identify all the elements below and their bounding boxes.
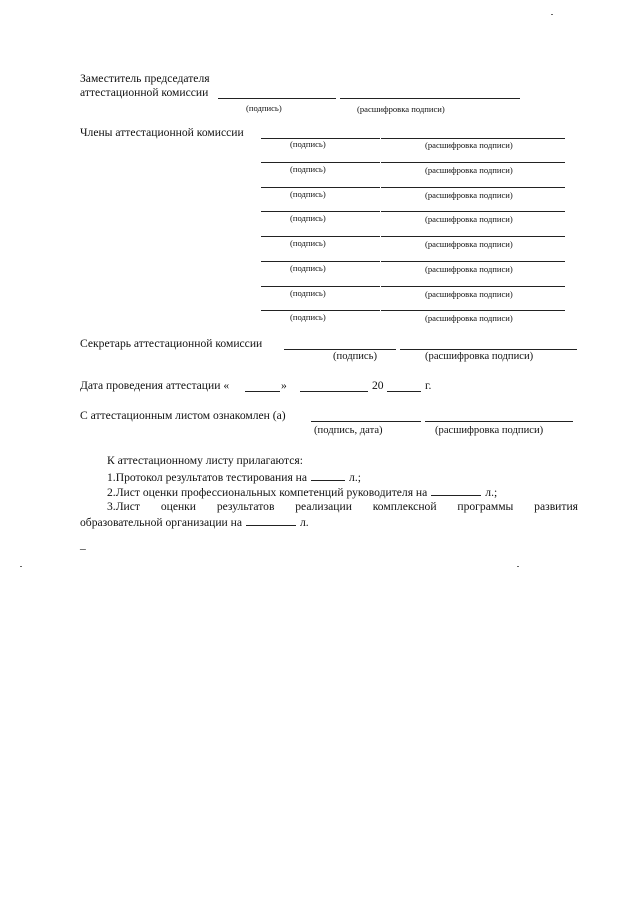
acquainted-decoding-caption: (расшифровка подписи) xyxy=(435,425,544,436)
attachment-item-2-text: 2.Лист оценки профессиональных компетенций руководителя на xyxy=(107,486,428,499)
attachment-item-1 xyxy=(107,470,361,484)
members-label: Члены аттестационной комиссии xyxy=(80,126,244,139)
member-signature-caption: (подпись) xyxy=(290,312,326,322)
attachment-item-3-line1 xyxy=(80,500,578,513)
member-decoding-caption: (расшифровка подписи) xyxy=(425,140,513,150)
scan-speck xyxy=(551,14,553,15)
member-decoding-caption: (расшифровка подписи) xyxy=(425,165,513,175)
acquainted-signature-caption: (подпись, дата) xyxy=(314,425,383,436)
member-signature-line xyxy=(261,261,380,262)
scan-speck xyxy=(517,566,519,567)
secretary-signature-line xyxy=(284,349,396,350)
attachment-item-1-text: 1.Протокол результатов тестирования на xyxy=(107,471,308,484)
attachment-item-3-word: реализации xyxy=(295,500,352,513)
member-decoding-line xyxy=(381,236,565,237)
member-signature-line xyxy=(261,187,380,188)
footer-mark: _ xyxy=(80,538,86,551)
acquainted-signature-line xyxy=(311,421,421,422)
member-signature-line xyxy=(261,162,380,163)
attachment-item-3-blank xyxy=(246,515,296,526)
member-signature-caption: (подпись) xyxy=(290,213,326,223)
member-decoding-line xyxy=(381,162,565,163)
member-decoding-line xyxy=(381,211,565,212)
attachment-item-1-unit: л.; xyxy=(349,471,361,484)
attachment-item-3-word: комплексной xyxy=(372,500,437,513)
member-decoding-line xyxy=(381,187,565,188)
member-signature-caption: (подпись) xyxy=(290,288,326,298)
member-decoding-caption: (расшифровка подписи) xyxy=(425,289,513,299)
deputy-decoding-line xyxy=(340,98,520,99)
member-signature-line xyxy=(261,211,380,212)
member-signature-caption: (подпись) xyxy=(290,263,326,273)
date-year-prefix: 20 xyxy=(372,379,384,392)
attachment-item-3-word: оценки xyxy=(160,500,197,513)
attachment-item-3-word: программы xyxy=(457,500,514,513)
deputy-decoding-caption: (расшифровка подписи) xyxy=(357,104,445,114)
attachment-item-2-blank xyxy=(431,485,481,496)
attachment-item-3-word: развития xyxy=(534,500,578,513)
date-year-line xyxy=(387,391,421,392)
member-decoding-line xyxy=(381,286,565,287)
member-signature-line xyxy=(261,236,380,237)
date-year-suffix: г. xyxy=(425,379,432,392)
attachment-item-1-blank xyxy=(311,470,345,481)
member-signature-caption: (подпись) xyxy=(290,164,326,174)
member-decoding-caption: (расшифровка подписи) xyxy=(425,190,513,200)
attachment-item-3-unit: л. xyxy=(300,516,309,529)
secretary-decoding-line xyxy=(400,349,577,350)
deputy-label-line1: Заместитель председателя xyxy=(80,72,210,85)
date-label: Дата проведения аттестации « xyxy=(80,379,230,392)
date-month-line xyxy=(300,391,368,392)
deputy-signature-caption: (подпись) xyxy=(246,103,282,113)
attachment-item-2 xyxy=(107,485,497,499)
attachment-item-2-unit: л.; xyxy=(485,486,498,499)
secretary-decoding-caption: (расшифровка подписи) xyxy=(425,351,534,362)
date-quote-close: » xyxy=(281,379,287,392)
attachment-item-3-word: результатов xyxy=(216,500,275,513)
member-signature-caption: (подпись) xyxy=(290,238,326,248)
attachments-intro: К аттестационному листу прилагаются: xyxy=(107,454,303,467)
member-signature-line xyxy=(261,310,380,311)
member-decoding-caption: (расшифровка подписи) xyxy=(425,214,513,224)
member-decoding-line xyxy=(381,261,565,262)
deputy-label-line2: аттестационной комиссии xyxy=(80,86,209,99)
member-decoding-caption: (расшифровка подписи) xyxy=(425,239,513,249)
member-decoding-caption: (расшифровка подписи) xyxy=(425,313,513,323)
attachment-item-3-word: 3.Лист xyxy=(107,500,140,513)
member-decoding-line xyxy=(381,310,565,311)
deputy-signature-line xyxy=(218,98,336,99)
acquainted-decoding-line xyxy=(425,421,573,422)
attachment-item-3-text: образовательной организации на xyxy=(80,516,242,529)
member-decoding-line xyxy=(381,138,565,139)
attachment-item-3-line2 xyxy=(80,515,309,529)
acquainted-label: С аттестационным листом ознакомлен (а) xyxy=(80,409,286,422)
member-signature-caption: (подпись) xyxy=(290,139,326,149)
member-signature-line xyxy=(261,286,380,287)
secretary-label: Секретарь аттестационной комиссии xyxy=(80,337,263,350)
secretary-signature-caption: (подпись) xyxy=(333,351,377,362)
member-decoding-caption: (расшифровка подписи) xyxy=(425,264,513,274)
scan-speck xyxy=(20,566,22,567)
member-signature-caption: (подпись) xyxy=(290,189,326,199)
date-day-line xyxy=(245,391,280,392)
